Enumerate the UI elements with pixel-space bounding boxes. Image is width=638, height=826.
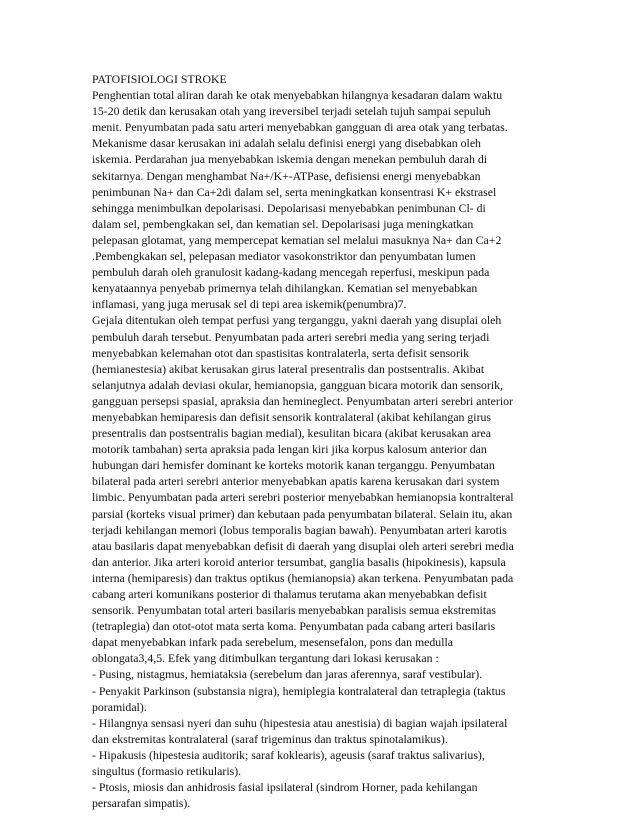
- body-text-line: inflamasi, yang juga merusak sel di tepi area iskemik(penumbra)7.: [92, 297, 407, 312]
- body-text-line: kenyataannya penyebab primernya telah dihilangkan. Kematian sel menyebabkan: [92, 281, 478, 296]
- body-text-line: - Hilangnya sensasi nyeri dan suhu (hipestesia atau anestisia) di bagian wajah ipsilateral: [92, 715, 508, 730]
- body-text-line: Gejala ditentukan oleh tempat perfusi yang terganggu, yakni daerah yang disuplai oleh: [92, 313, 502, 328]
- body-text-line: limbic. Penyumbatan pada arteri serebri posterior menyebabkan hemianopsia kontralteral: [92, 490, 514, 505]
- body-text-line: presentralis dan postsentralis bagian medial), kesulitan bicara (akibat kerusakan area: [92, 426, 491, 441]
- body-text-line: Mekanisme dasar kerusakan ini adalah selalu definisi energi yang disebabkan oleh: [92, 136, 481, 151]
- body-text-line: poramidal).: [92, 699, 147, 714]
- body-text-line: cabang arteri komunikans posterior di thalamus terutama akan menyebabkan defisit: [92, 587, 487, 601]
- body-text-line: - Pusing, nistagmus, hemiataksia (serebelum dan jaras aferennya, saraf vestibular).: [92, 667, 483, 682]
- body-text-line: singultus (formasio retikularis).: [92, 764, 242, 779]
- body-text-line: persarafan simpatis).: [92, 796, 191, 811]
- body-text-line: (tetraplegia) dan otot-otot mata serta koma. Penyumbatan pada cabang arteri basilaris: [92, 619, 496, 634]
- body-text-line: penimbunan Na+ dan Ca+2di dalam sel, serta meningkatkan konsentrasi K+ ekstrasel: [92, 184, 497, 199]
- body-text-line: dan ekstremitas kontralateral (saraf trigeminus dan traktus spinotalamikus).: [92, 731, 448, 746]
- body-text-line: gangguan persepsi spasial, apraksia dan hemineglect. Penyumbatan arteri serebri anterior: [92, 393, 513, 408]
- body-text-line: sensorik. Penyumbatan total arteri basilaris menyebabkan paralisis semua ekstremitas: [92, 603, 496, 618]
- body-text-line: selanjutnya adalah deviasi okular, hemianopsia, gangguan bicara motorik dan sensorik,: [92, 377, 503, 392]
- body-text-line: 15-20 detik dan kerusakan otah yang ireversibel terjadi setelah tujuh sampai sepuluh: [92, 104, 491, 119]
- body-text-line: motorik tambahan) serta apraksia pada lengan kiri jika korpus kalosum anterior dan: [92, 442, 487, 457]
- body-text-line: parsial (korteks visual primer) dan kebutaan pada penyumbatan bilateral. Selain itu, akan: [92, 506, 513, 521]
- body-text-line: interna (hemiparesis) dan traktus optikus (hemianopsia) akan terkena. Penyumbatan pada: [92, 570, 514, 585]
- document-title: PATOFISIOLOGI STROKE: [92, 72, 227, 86]
- body-text-line: dalam sel, pembengkakan sel, dan kematian sel. Depolarisasi juga meningkatkan: [92, 216, 474, 231]
- body-text-line: menyebabkan kelemahan otot dan spastisitas kontralaterla, serta defisit sensorik: [92, 345, 470, 360]
- body-text-line: pembuluh darah oleh granulosit kadang-kadang mencegah reperfusi, meskipun pada: [92, 265, 490, 280]
- body-text-line: iskemia. Perdarahan jua menyebabkan iskemia dengan menekan pembuluh darah di: [92, 152, 488, 167]
- body-text-line: dan anterior. Jika arteri koroid anterior tersumbat, ganglia basalis (hipokinesis), kapsula: [92, 554, 506, 569]
- body-text-line: - Penyakit Parkinson (substansia nigra), hemiplegia kontralateral dan tetraplegia (taktus: [92, 683, 506, 698]
- body-text-line: pembuluh darah tersebut. Penyumbatan pada arteri serebri media yang sering terjadi: [92, 329, 490, 344]
- body-text-line: bilateral pada arteri serebri anterior menyebabkan apatis karena kerusakan dari system: [92, 474, 500, 489]
- body-text-line: Penghentian total aliran darah ke otak menyebabkan hilangnya kesadaran dalam waktu: [92, 88, 503, 103]
- body-text-line: - Ptosis, miosis dan anhidrosis fasial ipsilateral (sindrom Horner, pada kehilangan: [92, 780, 478, 795]
- body-text-line: sekitarnya. Dengan menghambat Na+/K+-ATPase, defisiensi energi menyebabkan: [92, 168, 481, 183]
- body-text-line: pelepasan glotamat, yang mempercepat kematian sel melalui masuknya Na+ dan Ca+2: [92, 232, 502, 247]
- body-text-line: .Pembengkakan sel, pelepasan mediator vasokonstriktor dan penyumbatan lumen: [92, 249, 476, 264]
- body-text-line: menyebabkan hemiparesis dan defisit sensorik kontralateral (akibat kehilangan girus: [92, 409, 491, 424]
- body-text-line: (hemianestesia) akibat kerusakan girus lateral presentralis dan postsentralis. Akibat: [92, 361, 485, 376]
- body-text-line: hubungan dari hemisfer dominant ke korteks motorik kanan terganggu. Penyumbatan: [92, 458, 495, 473]
- body-text-line: menit. Penyumbatan pada satu arteri menyebabkan gangguan di area otak yang terbatas.: [92, 120, 508, 135]
- body-text-line: sehingga menimbulkan depolarisasi. Depolarisasi menyebabkan penimbunan Cl- di: [92, 200, 486, 215]
- body-text-line: - Hipakusis (hipestesia auditorik; saraf koklearis), ageusis (saraf traktus salivarius),: [92, 747, 485, 762]
- body-text-line: dapat menyebabkan infark pada serebelum, mesensefalon, pons dan medulla: [92, 635, 453, 650]
- document-page: [92, 71, 554, 811]
- document-body: [92, 87, 554, 811]
- body-text-line: atau basilaris dapat menyebabkan defisit di daerah yang disuplai oleh arteri serebri media: [92, 538, 514, 553]
- body-text-line: oblongata3,4,5. Efek yang ditimbulkan tergantung dari lokasi kerusakan :: [92, 651, 439, 666]
- body-text-line: terjadi kehilangan memori (lobus temporalis bagian bawah). Penyumbatan arteri karotis: [92, 522, 507, 537]
